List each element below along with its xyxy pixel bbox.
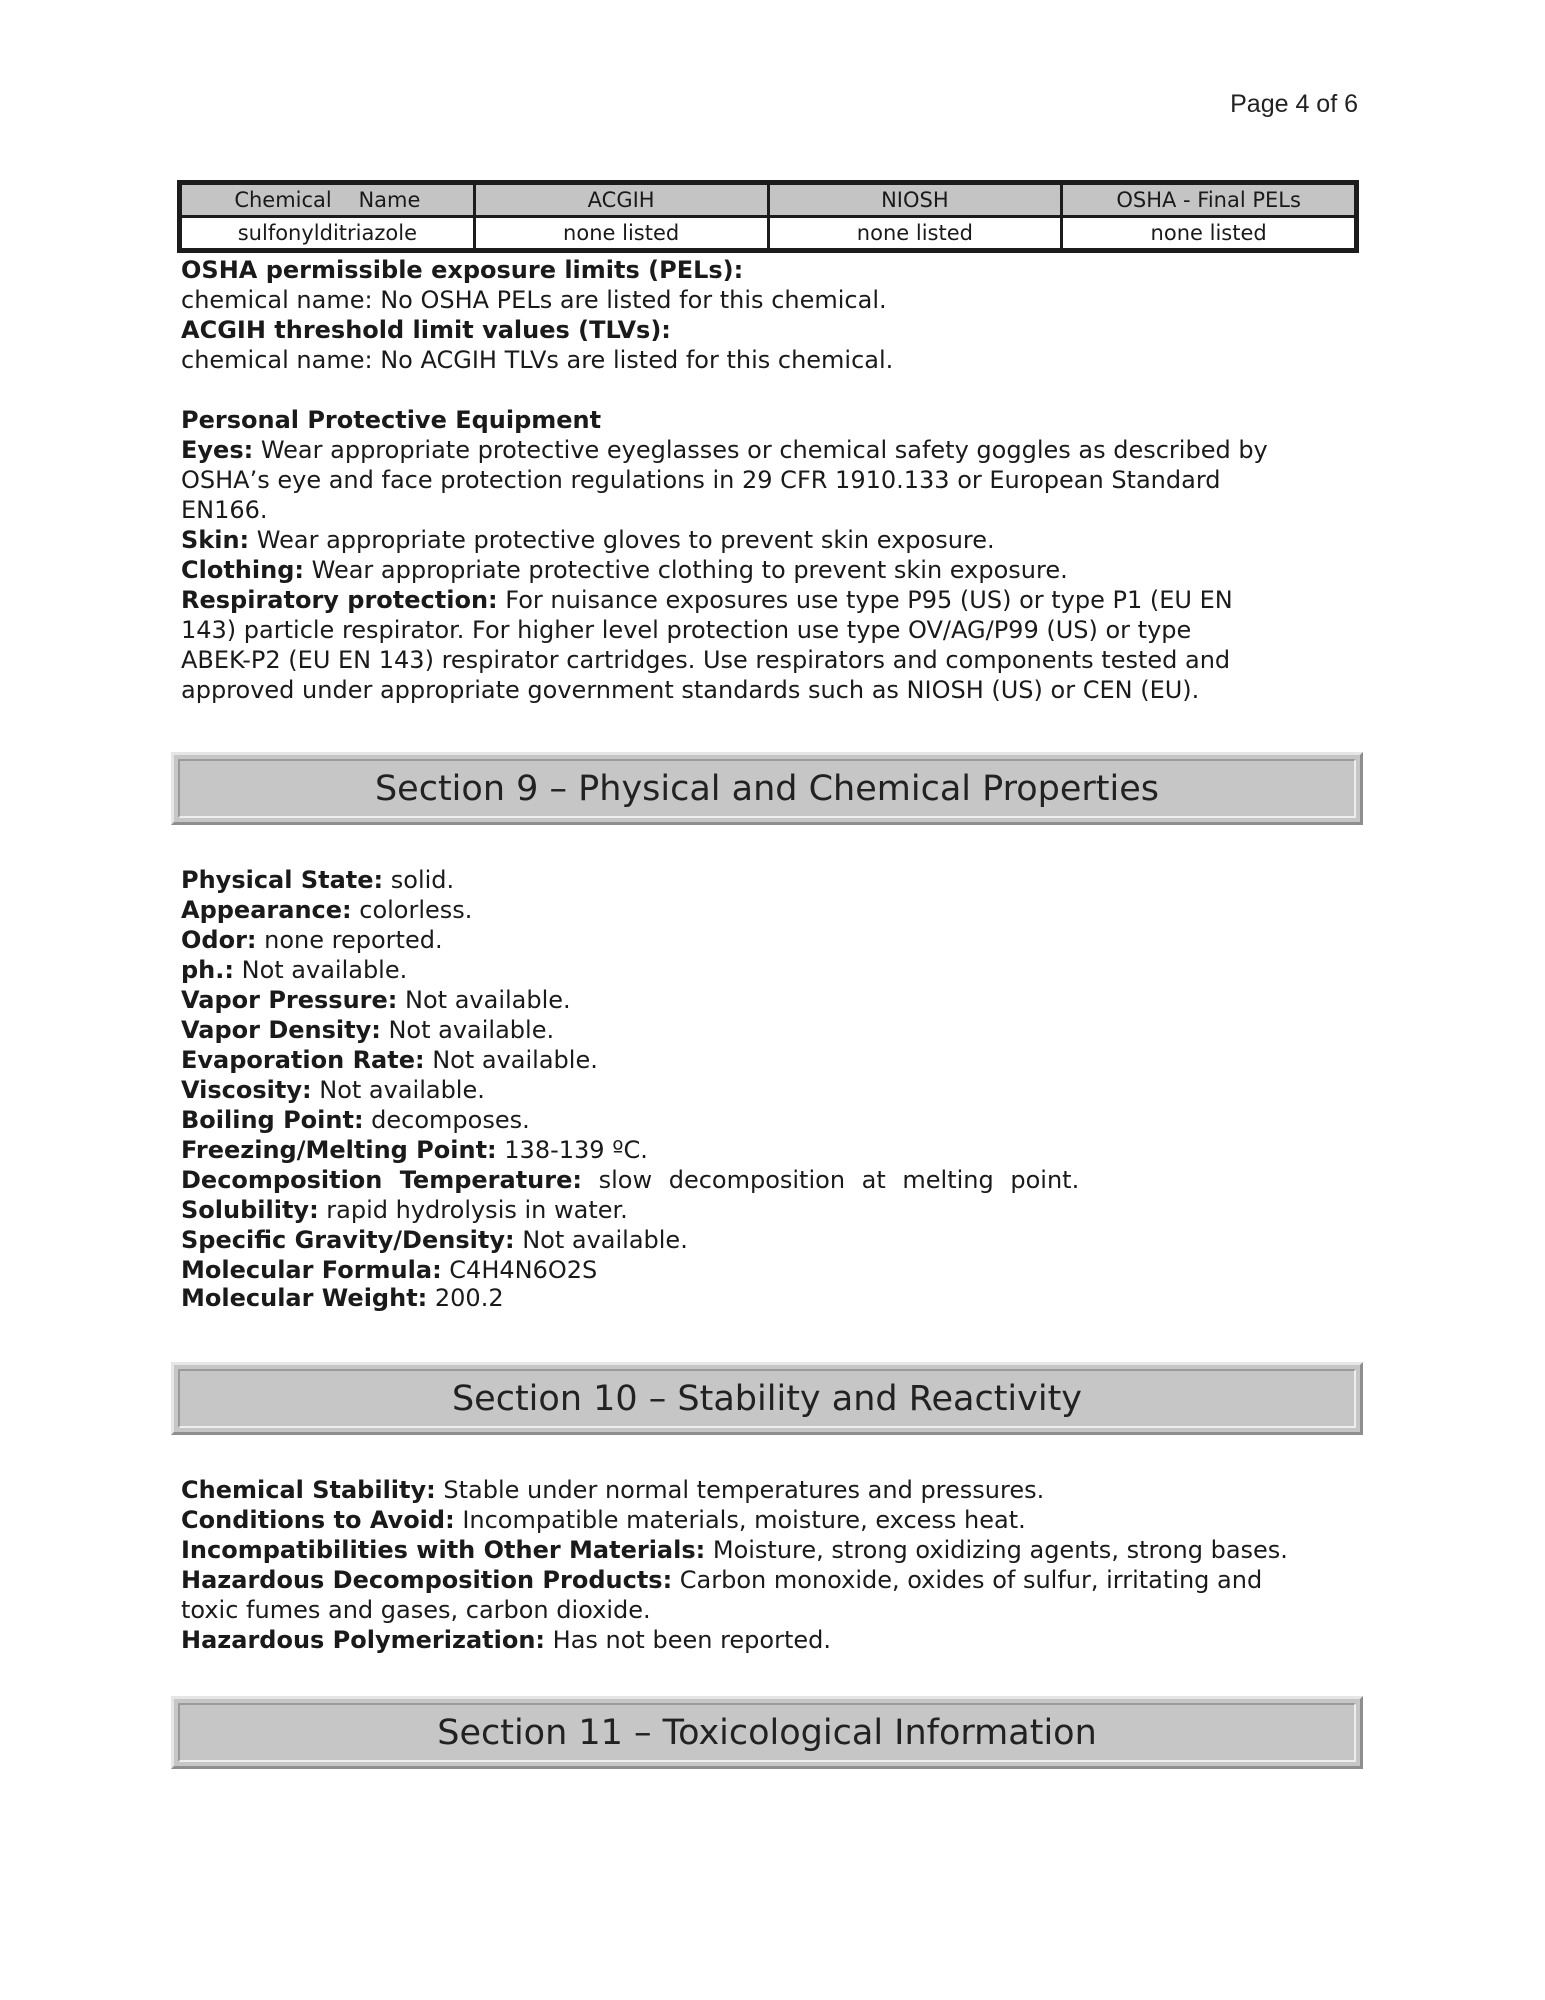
ppe-respiratory-text: For nuisance exposures use type P95 (US) or type P1 (EU EN: [497, 586, 1233, 614]
property-row: Vapor Pressure: Not available.: [181, 986, 571, 1014]
osha-pel-heading: OSHA permissible exposure limits (PELs):: [181, 256, 744, 284]
property-row: Appearance: colorless.: [181, 896, 473, 924]
property-row: Evaporation Rate: Not available.: [181, 1046, 598, 1074]
exposure-limits-block: [181, 255, 1361, 705]
property-row: Viscosity: Not available.: [181, 1076, 485, 1104]
avoid-row: Conditions to Avoid: Incompatible materials, moisture, excess heat.: [181, 1506, 1026, 1534]
ppe-respiratory-line-4: approved under appropriate government standards such as NIOSH (US) or CEN (EU).: [181, 676, 1200, 704]
osha-pel-text: chemical name: No OSHA PELs are listed for this chemical.: [181, 286, 887, 314]
table-cell: none listed: [476, 218, 767, 248]
ppe-eyes: [181, 435, 1361, 465]
incompatibilities-row: Incompatibilities with Other Materials: Moisture, strong oxidizing agents, strong bases.: [181, 1536, 1288, 1564]
table-header-cell: ACGIH: [476, 185, 767, 215]
property-row: Solubility: rapid hydrolysis in water.: [181, 1196, 628, 1224]
table-cell: none listed: [1063, 218, 1354, 248]
table-header-cell: NIOSH: [770, 185, 1061, 215]
property-row: Physical State: solid.: [181, 866, 455, 894]
ppe-respiratory-line-2: 143) particle respirator. For higher level protection use type OV/AG/P99 (US) or type: [181, 616, 1192, 644]
section-9-title: Section 9 – Physical and Chemical Properties: [374, 768, 1160, 809]
section-10-header: [171, 1362, 1363, 1435]
property-row: Molecular Formula: C4H4N6O2S: [181, 1256, 598, 1284]
table-header-cell: Chemical Name: [182, 185, 473, 215]
decomposition-row: Hazardous Decomposition Products: Carbon monoxide, oxides of sulfur, irritating and: [181, 1566, 1263, 1594]
ppe-clothing-text: Wear appropriate protective clothing to prevent skin exposure.: [303, 556, 1068, 584]
ppe-respiratory-line-3: ABEK-P2 (EU EN 143) respirator cartridges. Use respirators and components tested and: [181, 646, 1231, 674]
property-row: Freezing/Melting Point: 138-139 ºC.: [181, 1136, 648, 1164]
property-row: ph.: Not available.: [181, 956, 408, 984]
page-number: Page 4 of 6: [1230, 90, 1358, 118]
property-row: Odor: none reported.: [181, 926, 443, 954]
ppe-heading: Personal Protective Equipment: [181, 406, 602, 434]
property-row: Decomposition Temperature: slow decomposition at melting point.: [181, 1166, 1080, 1194]
ppe-eyes-label: Eyes:: [181, 436, 254, 464]
property-row: Specific Gravity/Density: Not available.: [181, 1226, 688, 1254]
ppe-respiratory: [181, 585, 1361, 615]
polymerization-row: Hazardous Polymerization: Has not been reported.: [181, 1626, 831, 1654]
stability-block: [181, 1475, 1361, 1655]
physical-properties-list: [181, 865, 1361, 1312]
section-9-header: [171, 752, 1363, 825]
property-row: Boiling Point: decomposes.: [181, 1106, 530, 1134]
acgih-tlv-heading: ACGIH threshold limit values (TLVs):: [181, 316, 671, 344]
section-11-title: Section 11 – Toxicological Information: [437, 1712, 1097, 1753]
table-header-cell: OSHA - Final PELs: [1063, 185, 1354, 215]
ppe-clothing-label: Clothing:: [181, 556, 304, 584]
property-row: Vapor Density: Not available.: [181, 1016, 555, 1044]
stability-row: Chemical Stability: Stable under normal temperatures and pressures.: [181, 1476, 1045, 1504]
section-10-title: Section 10 – Stability and Reactivity: [451, 1378, 1083, 1419]
ppe-eyes-text: Wear appropriate protective eyeglasses or chemical safety goggles as described by: [253, 436, 1268, 464]
table-header-row: [182, 185, 1354, 215]
ppe-eyes-line-2: OSHA’s eye and face protection regulations in 29 CFR 1910.133 or European Standard: [181, 466, 1221, 494]
property-row: Molecular Weight: 200.2: [181, 1284, 504, 1312]
acgih-tlv-text: chemical name: No ACGIH TLVs are listed for this chemical.: [181, 346, 894, 374]
ppe-skin-text: Wear appropriate protective gloves to prevent skin exposure.: [249, 526, 995, 554]
ppe-respiratory-label: Respiratory protection:: [181, 586, 498, 614]
ppe-clothing: [181, 555, 1361, 585]
table-cell: sulfonylditriazole: [182, 218, 473, 248]
ppe-skin: [181, 525, 1361, 555]
ppe-skin-label: Skin:: [181, 526, 250, 554]
table-cell: none listed: [770, 218, 1061, 248]
ppe-eyes-line-3: EN166.: [181, 496, 268, 524]
table-row: [182, 218, 1354, 248]
exposure-limits-table: [177, 180, 1359, 253]
section-11-header: [171, 1696, 1363, 1769]
decomposition-row-2: toxic fumes and gases, carbon dioxide.: [181, 1596, 651, 1624]
